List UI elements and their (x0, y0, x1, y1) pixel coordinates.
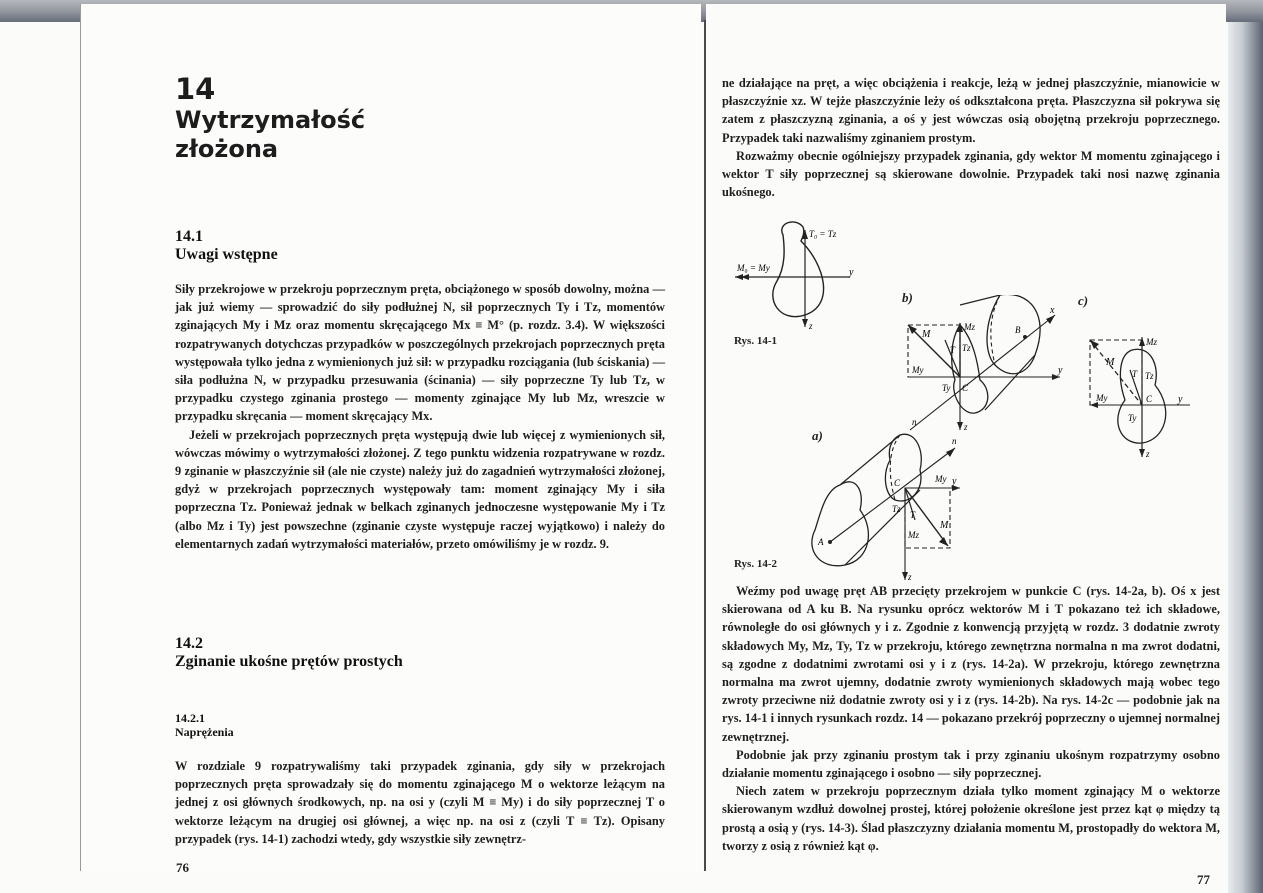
moment-label: M₀ = My (737, 263, 770, 273)
svg-text:n: n (912, 417, 917, 427)
paragraph: ne działające na pręt, a więc obciążenia i reakcje, leżą w jednej płaszczyźnie, mianowicie w płaszczyźnie xz. W tejże płaszczyźnie leży oś odkształcona pręta. Płaszczyzna sił pokrywa się zatem z płaszczyzną zginania, a oś y jest wówczas osią obojętną przekroju poprzecznego. Przypadek taki nazwaliśmy zginaniem prostym. (722, 76, 1220, 145)
svg-text:Tz: Tz (962, 343, 971, 353)
svg-text:A: A (818, 537, 824, 547)
page-edge-shadow (1228, 22, 1263, 893)
paragraph: Weźmy pod uwagę pręt AB przecięty przekrojem w punkcie C (rys. 14-2a, b). Oś x jest skierowana od A ku B. Na rysunku oprócz wektorów M i T pokazano też ich składowe, równoległe do osi głównych y i z. Zgodnie z konwencją przyjętą w rozdz. 3 dodatnie zwroty składowych My, Mz, Ty, Tz w przekroju, którego zewnętrzna normalna n ma zwrot dodatni, są zgodne z dodatnimi zwrotami osi y i z (rys. 14-2a). W przekroju, którego zewnętrzna normalna ma zwrot ujemny, dodatnie zwroty wymienionych składowych mają wobec tego zwroty przeciwne niż dodatnie zwroty osi y i z (rys. 14-2b). Na rys. 14-2c — podobnie jak na rys. 14-1 i innych rysunkach rozdz. 14 — pokazano przekrój poprzeczny o ujemnej normalnej zewnętrznej. (722, 584, 1220, 744)
right-bottom-body (722, 582, 1220, 855)
section-body (175, 280, 665, 553)
axis-z-label: z (809, 321, 813, 331)
svg-text:T: T (950, 345, 956, 355)
svg-text:Mz: Mz (908, 530, 919, 540)
figure-14-2c-diagram (1070, 325, 1190, 460)
svg-text:y: y (1058, 365, 1063, 376)
panel-label: b) (902, 290, 913, 305)
svg-text:Ty: Ty (942, 383, 951, 393)
svg-text:T: T (1132, 369, 1138, 379)
svg-text:C: C (962, 383, 969, 393)
svg-text:M: M (1106, 357, 1115, 368)
subsection-number: 14.2.1 (175, 711, 205, 725)
subsection-title: Naprężenia (175, 725, 234, 739)
paragraph: Niech zatem w przekroju poprzecznym działa tylko moment zginający M o wektorze skierowanym wzdłuż dowolnej prostej, której położenie określone jest przez kąt φ między tą prostą a osią y (rys. 14-3). Ślad płaszczyzny działania momentu M, prostopadły do wektora M, tworzy z osią z również kąt φ. (722, 784, 1220, 853)
svg-text:Mz: Mz (964, 322, 975, 332)
svg-text:Ty: Ty (1128, 413, 1137, 423)
section-number: 14.1 (175, 228, 203, 245)
svg-text:Tz: Tz (1145, 371, 1154, 381)
chapter-number: 14 (175, 72, 216, 106)
paragraph: Podobnie jak przy zginaniu prostym tak i przy zginaniu ukośnym rozpatrzymy osobno działanie momentu zginającego i osobno — siły poprzecznej. (722, 747, 1220, 781)
svg-text:y: y (952, 476, 957, 487)
page-number-left: 76 (176, 860, 189, 875)
svg-text:n: n (952, 436, 957, 446)
figure-caption: Rys. 14-1 (734, 335, 778, 347)
panel-label: a) (812, 428, 823, 443)
paragraph: W rozdziale 9 rozpatrywaliśmy taki przypadek zginania, gdy siły w przekrojach poprzecznych pręta sprowadzały się do momentu zginającego M o wektorze leżącym na jednej z osi głównych środkowych, np. na osi y (czyli M ≡ My) i do siły poprzecznej T o wektorze leżącym na drugiej osi głównej, a więc np. na osi z (czyli T ≡ Tz). Opisany przypadek (rys. 14-1) zachodzi wtedy, gdy wszystkie siły zewnętrz- (175, 759, 665, 846)
figure-14-2b-diagram (890, 295, 1070, 435)
figure-caption: Rys. 14-2 (734, 558, 778, 570)
force-label: T₀ = Tz (809, 229, 837, 239)
svg-text:B: B (1015, 325, 1021, 335)
subsection-body (175, 757, 665, 848)
svg-text:z: z (908, 572, 912, 582)
axis-y-label: y (849, 267, 854, 278)
figure-14-1-diagram (725, 215, 865, 335)
paragraph: Siły przekrojowe w przekroju poprzecznym pręta, obciążonego w sposób dowolny, można — jak już wiemy — sprowadzić do siły podłużnej N, sił poprzecznych Ty i Tz, momentów zginających My i Mz oraz momentu skręcającego Mx ≡ M° (p. rozdz. 3.4). W większości rozpatrywanych dotychczas przypadków w poszczególnych przekrojach poprzecznych pręta występowała tylko jedna z wymienionych już sił: w przypadku rozciągania (lub ściskania) — siła podłużna N, w przypadku przesuwania (ścinania) — siły poprzeczne Ty lub Tz, w przypadku czystego zginania prostego — momenty zginające My lub Mz, wreszcie w przypadku skręcania — moment skręcający Mx. (175, 282, 665, 424)
svg-text:M: M (940, 520, 949, 531)
svg-text:x: x (1050, 305, 1055, 316)
svg-text:M: M (922, 329, 931, 340)
section-title: Uwagi wstępne (175, 246, 278, 263)
svg-text:Tz: Tz (892, 504, 901, 514)
svg-text:z: z (964, 422, 968, 432)
svg-text:My: My (912, 365, 924, 375)
svg-text:C: C (1146, 394, 1153, 404)
svg-text:My: My (935, 474, 947, 484)
page-number-right: 77 (1197, 872, 1210, 887)
section-title: Zginanie ukośne prętów prostych (175, 653, 403, 670)
right-top-body (722, 74, 1220, 201)
svg-text:Mz: Mz (1146, 337, 1157, 347)
svg-text:C: C (894, 478, 901, 488)
section-number: 14.2 (175, 635, 203, 652)
chapter-title: Wytrzymałość złożona (175, 106, 366, 163)
paragraph: Jeżeli w przekrojach poprzecznych pręta występują dwie lub więcej z wymienionych sił, wówczas mówimy o wytrzymałości złożonej. Z tego punktu widzenia rozpatrywane w rozdz. 9 zginanie w płaszczyźnie sił (ale nie czyste) należy już do zagadnień wytrzymałości złożonej, gdyż w przekrojach poprzecznych występowały tam: moment zginający My i siła poprzeczna Tz. Ponieważ jednak w belkach zginanych jednoczesne występowanie My i Tz (albo Mz i Ty) jest powszechne (zginanie czyste występuje raczej wyjątkowo) i należy do elementarnych zadań wytrzymałości materiałów, przeto omówiliśmy je w rozdz. 9. (175, 427, 665, 551)
svg-text:z: z (1146, 449, 1150, 459)
svg-text:y: y (1178, 394, 1183, 405)
svg-text:T: T (910, 510, 916, 520)
svg-text:My: My (1096, 393, 1108, 403)
panel-label: c) (1078, 293, 1089, 308)
figure-14-2a-diagram (780, 420, 960, 585)
paragraph: Rozważmy obecnie ogólniejszy przypadek zginania, gdy wektor M momentu zginającego i wektor T siły poprzecznej są skierowane dowolnie. Przypadek taki nosi nazwę zginania ukośnego. (722, 148, 1220, 200)
